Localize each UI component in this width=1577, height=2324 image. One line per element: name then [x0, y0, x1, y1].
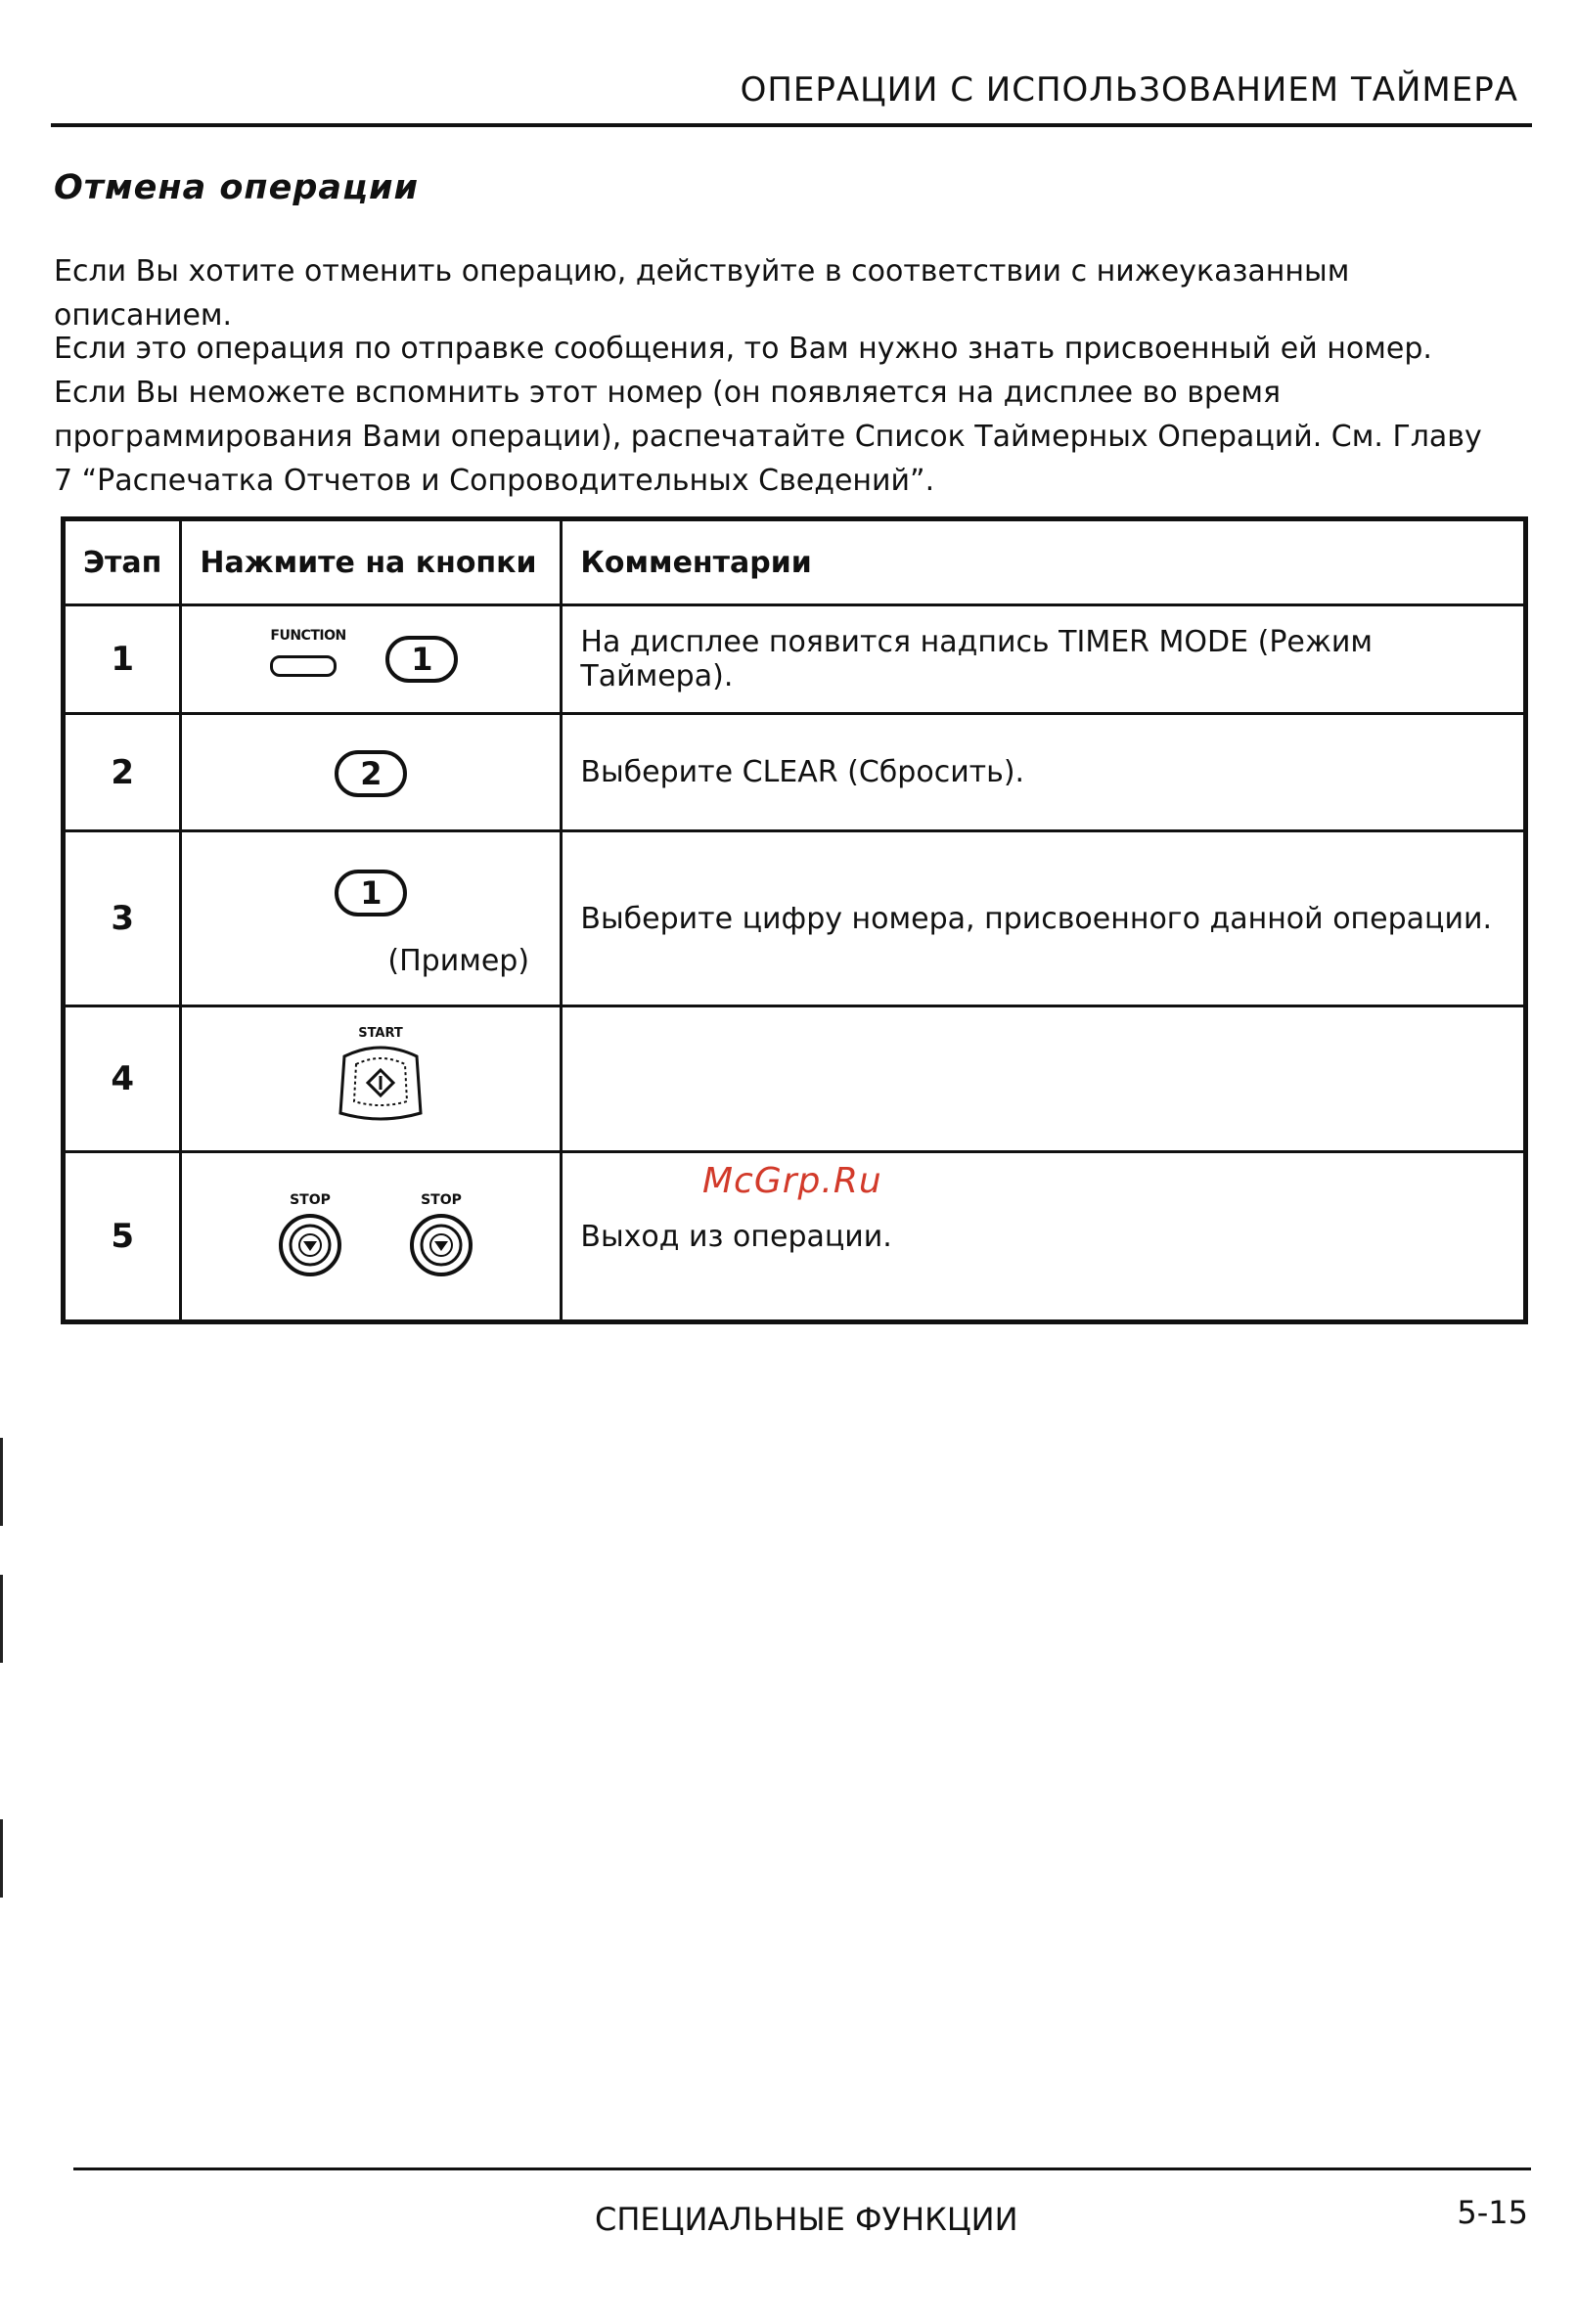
keys-cell [181, 831, 562, 1006]
comment-cell: Выход из операции. [562, 1152, 1526, 1322]
stop-key-icon[interactable] [276, 1190, 344, 1288]
intro-paragraph: Если Вы хотите отменить операцию, действуйте в соответствии с нижеуказанным описанием. [54, 254, 1350, 333]
header-rule [51, 123, 1532, 127]
comment-cell: На дисплее появится надпись TIMER MODE (Режим Таймера). [562, 605, 1526, 714]
margin-mark [0, 1438, 3, 1526]
step-number: 4 [64, 1006, 181, 1152]
digit-key-1[interactable]: 1 [385, 636, 458, 683]
header-step: Этап [64, 519, 181, 605]
section-title: Отмена операции [54, 168, 419, 207]
table-row [64, 1006, 1526, 1152]
keys-cell [181, 605, 562, 714]
page-number: 5-15 [1457, 2194, 1528, 2231]
function-key[interactable] [270, 655, 337, 677]
stop-key-icon[interactable] [407, 1190, 475, 1288]
step-number: 2 [64, 714, 181, 831]
comment-cell: Выберите цифру номера, присвоенного данной операции. [562, 831, 1526, 1006]
digit-key-2[interactable]: 2 [335, 750, 407, 797]
header-keys: Нажмите на кнопки [181, 519, 562, 605]
stop-key-label: STOP [421, 1192, 463, 1208]
margin-mark [0, 1819, 3, 1898]
keys-cell [181, 714, 562, 831]
start-key-icon[interactable] [327, 1023, 434, 1133]
keys-cell [181, 1006, 562, 1152]
step-number: 1 [64, 605, 181, 714]
steps-table [61, 516, 1528, 1324]
digit-key-1[interactable]: 1 [335, 870, 407, 916]
step-number: 3 [64, 831, 181, 1006]
footer-rule [73, 2168, 1531, 2170]
table-row [64, 831, 1526, 1006]
header-title: ОПЕРАЦИИ С ИСПОЛЬЗОВАНИЕМ ТАЙМЕРА [740, 70, 1518, 110]
table-row [64, 714, 1526, 831]
start-key-label: START [358, 1026, 404, 1041]
header-comments: Комментарии [562, 519, 1526, 605]
comment-cell: Выберите CLEAR (Сбросить). [562, 714, 1526, 831]
example-note: (Пример) [387, 944, 530, 978]
table-row [64, 605, 1526, 714]
table-header-row [64, 519, 1526, 605]
watermark: McGrp.Ru [702, 1161, 882, 1201]
stop-key-label: STOP [290, 1192, 332, 1208]
step-number: 5 [64, 1152, 181, 1322]
comment-cell [562, 1006, 1526, 1152]
instructions-paragraph: Если это операция по отправке сообщения, то Вам нужно знать присвоенный ей номер. Если Вы неможете вспомнить этот номер (он появляется на дисплее во время программирования Вами операции), распечатайте Список Таймерных Операций. См. Главу 7 “Распечатка Отчетов и Сопроводительных Сведений”. [54, 332, 1482, 498]
margin-mark [0, 1575, 3, 1663]
function-key-label: FUNCTION [270, 628, 346, 644]
keys-cell [181, 1152, 562, 1322]
footer-title: СПЕЦИАЛЬНЫЕ ФУНКЦИИ [595, 2201, 1018, 2238]
